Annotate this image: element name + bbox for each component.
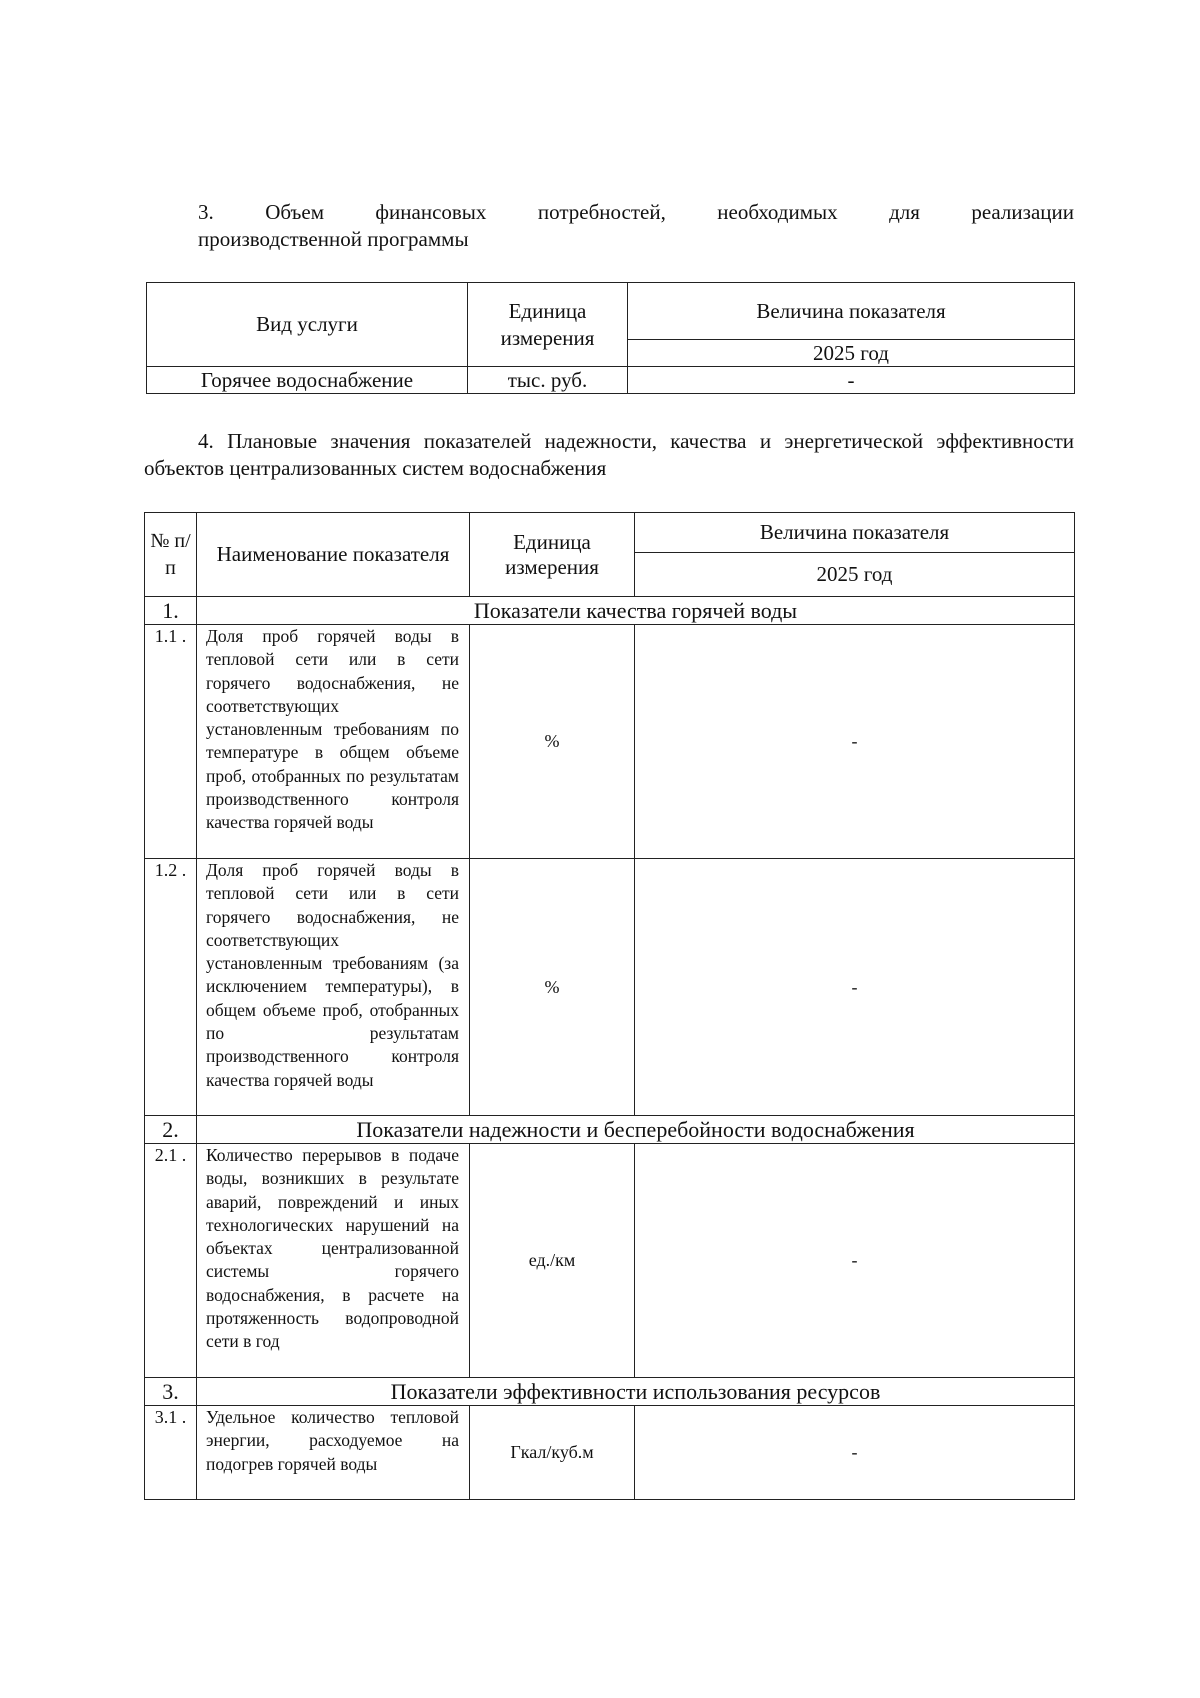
value-cell: - xyxy=(628,367,1075,394)
table-row xyxy=(145,1144,1075,1378)
financial-needs-table xyxy=(146,282,1075,394)
item-name: Удельное количество тепловой энергии, расходуемое на подогрев горячей воды xyxy=(197,1406,470,1500)
group-title: Показатели качества горячей воды xyxy=(197,597,1075,625)
item-number: 3.1 . xyxy=(145,1406,197,1500)
group-title: Показатели эффективности использования ресурсов xyxy=(197,1378,1075,1406)
heading-word: Объем xyxy=(265,200,324,224)
unit-cell: тыс. руб. xyxy=(468,367,628,394)
item-unit: % xyxy=(470,625,635,859)
item-unit: Гкал/куб.м xyxy=(470,1406,635,1500)
item-name: Доля проб горячей воды в тепловой сети или в сети горячего водоснабжения, не соответствующих установленным требованиям по температуре в общем объеме проб, отобранных по результатам производственного контроля качества горячей воды xyxy=(197,625,470,859)
header-number: № п/ п xyxy=(145,513,197,597)
item-number: 1.2 . xyxy=(145,859,197,1116)
item-value: - xyxy=(635,1144,1075,1378)
heading-word: для xyxy=(889,200,920,224)
heading-word: финансовых xyxy=(375,200,487,224)
section-3-heading xyxy=(198,199,1074,253)
table-row xyxy=(147,367,1075,394)
table-row xyxy=(145,859,1075,1116)
item-value: - xyxy=(635,859,1075,1116)
table-row xyxy=(145,625,1075,859)
item-name: Доля проб горячей воды в тепловой сети или в сети горячего водоснабжения, не соответствующих установленным требованиям (за исключением температуры), в общем объеме проб, отобранных по результатам производственного контроля качества горячей воды xyxy=(197,859,470,1116)
section-3-heading-line2: производственной программы xyxy=(198,227,469,251)
section-4-heading: 4. Плановые значения показателей надежности, качества и энергетической эффективности объектов централизованных систем водоснабжения xyxy=(144,429,1074,480)
group-number: 1. xyxy=(145,597,197,625)
item-number: 1.1 . xyxy=(145,625,197,859)
header-indicator-value: Величина показателя xyxy=(635,513,1075,553)
heading-word: потребностей, xyxy=(537,200,666,224)
section-3-heading-line1 xyxy=(198,199,1074,226)
group-title: Показатели надежности и бесперебойности водоснабжения xyxy=(197,1116,1075,1144)
group-row xyxy=(145,1378,1075,1406)
header-indicator-name: Наименование показателя xyxy=(197,513,470,597)
group-number: 2. xyxy=(145,1116,197,1144)
item-unit: % xyxy=(470,859,635,1116)
header-unit: Единица измерения xyxy=(468,283,628,367)
item-number: 2.1 . xyxy=(145,1144,197,1378)
item-value: - xyxy=(635,625,1075,859)
item-value: - xyxy=(635,1406,1075,1500)
group-number: 3. xyxy=(145,1378,197,1406)
header-indicator-value: Величина показателя xyxy=(628,283,1075,340)
heading-word: необходимых xyxy=(717,200,838,224)
indicators-table xyxy=(144,512,1075,1500)
header-service-type: Вид услуги xyxy=(147,283,468,367)
header-year: 2025 год xyxy=(628,340,1075,367)
header-unit: Единица измерения xyxy=(470,513,635,597)
header-year: 2025 год xyxy=(635,553,1075,597)
heading-word: 3. xyxy=(198,200,214,224)
group-row xyxy=(145,597,1075,625)
item-name: Количество перерывов в подаче воды, возникших в результате аварий, повреждений и иных технологических нарушений на объектах централизованной системы горячего водоснабжения, в расчете на протяженность водопроводной сети в год xyxy=(197,1144,470,1378)
item-unit: ед./км xyxy=(470,1144,635,1378)
heading-word: реализации xyxy=(971,200,1074,224)
service-cell: Горячее водоснабжение xyxy=(147,367,468,394)
group-row xyxy=(145,1116,1075,1144)
table-row xyxy=(145,1406,1075,1500)
